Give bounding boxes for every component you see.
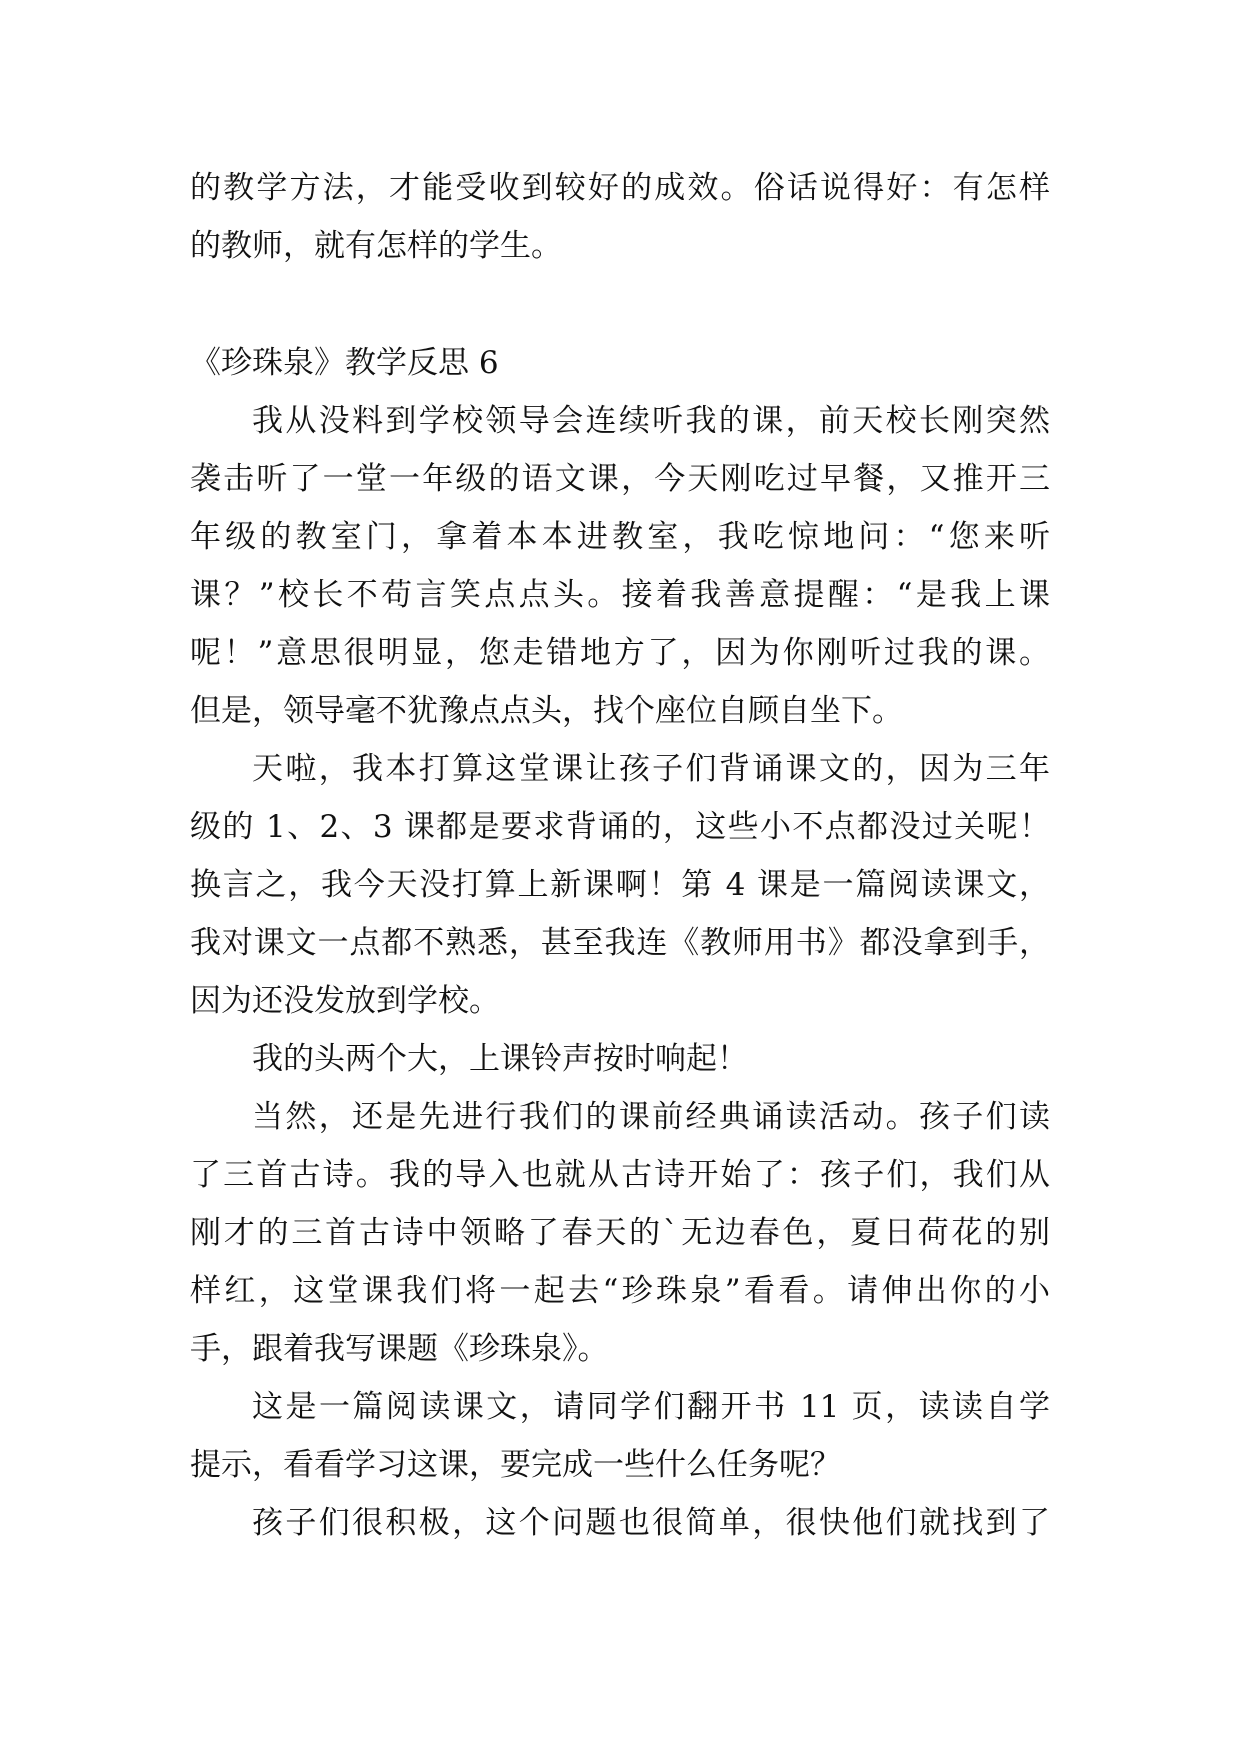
text-line-1: 的教学方法，才能受收到较好的成效。俗话说得好：有怎样: [190, 170, 1050, 206]
text-line-23: 孩子们很积极，这个问题也很简单，很快他们就找到了: [252, 1505, 1050, 1541]
text-line-17: 了三首古诗。我的导入也就从古诗开始了：孩子们，我们从: [190, 1157, 1050, 1193]
text-line-7: 课？”校长不苟言笑点点头。接着我善意提醒：“是我上课: [190, 577, 1050, 613]
text-line-22: 提示，看看学习这课，要完成一些什么任务呢？: [190, 1447, 841, 1483]
text-line-19: 样红，这堂课我们将一起去“珍珠泉”看看。请伸出你的小: [190, 1273, 1050, 1309]
text-line-14: 因为还没发放到学校。: [190, 983, 500, 1019]
text-line-2: 的教师，就有怎样的学生。: [190, 228, 562, 264]
text-line-5: 袭击听了一堂一年级的语文课，今天刚吃过早餐，又推开三: [190, 461, 1050, 497]
text-line-15: 我的头两个大，上课铃声按时响起！: [252, 1041, 748, 1077]
text-line-9: 但是，领导毫不犹豫点点头，找个座位自顾自坐下。: [190, 693, 903, 729]
text-line-16: 当然，还是先进行我们的课前经典诵读活动。孩子们读: [252, 1099, 1050, 1135]
text-line-20: 手，跟着我写课题《珍珠泉》。: [190, 1331, 609, 1367]
text-line-13: 我对课文一点都不熟悉，甚至我连《教师用书》都没拿到手，: [190, 925, 1050, 961]
text-line-21: 这是一篇阅读课文，请同学们翻开书 11 页，读读自学: [252, 1389, 1050, 1425]
text-line-11: 级的 1、2、3 课都是要求背诵的，这些小不点都没过关呢！: [190, 809, 1050, 845]
section-heading: 《珍珠泉》教学反思 6: [190, 345, 499, 381]
text-line-12: 换言之，我今天没打算上新课啊！第 4 课是一篇阅读课文，: [190, 867, 1050, 903]
text-line-6: 年级的教室门，拿着本本进教室，我吃惊地问：“您来听: [190, 519, 1050, 555]
text-line-8: 呢！”意思很明显，您走错地方了，因为你刚听过我的课。: [190, 635, 1050, 671]
text-line-18: 刚才的三首古诗中领略了春天的`无边春色，夏日荷花的别: [190, 1215, 1050, 1251]
text-line-10: 天啦，我本打算这堂课让孩子们背诵课文的，因为三年: [252, 751, 1050, 787]
text-line-4: 我从没料到学校领导会连续听我的课，前天校长刚突然: [252, 403, 1050, 439]
